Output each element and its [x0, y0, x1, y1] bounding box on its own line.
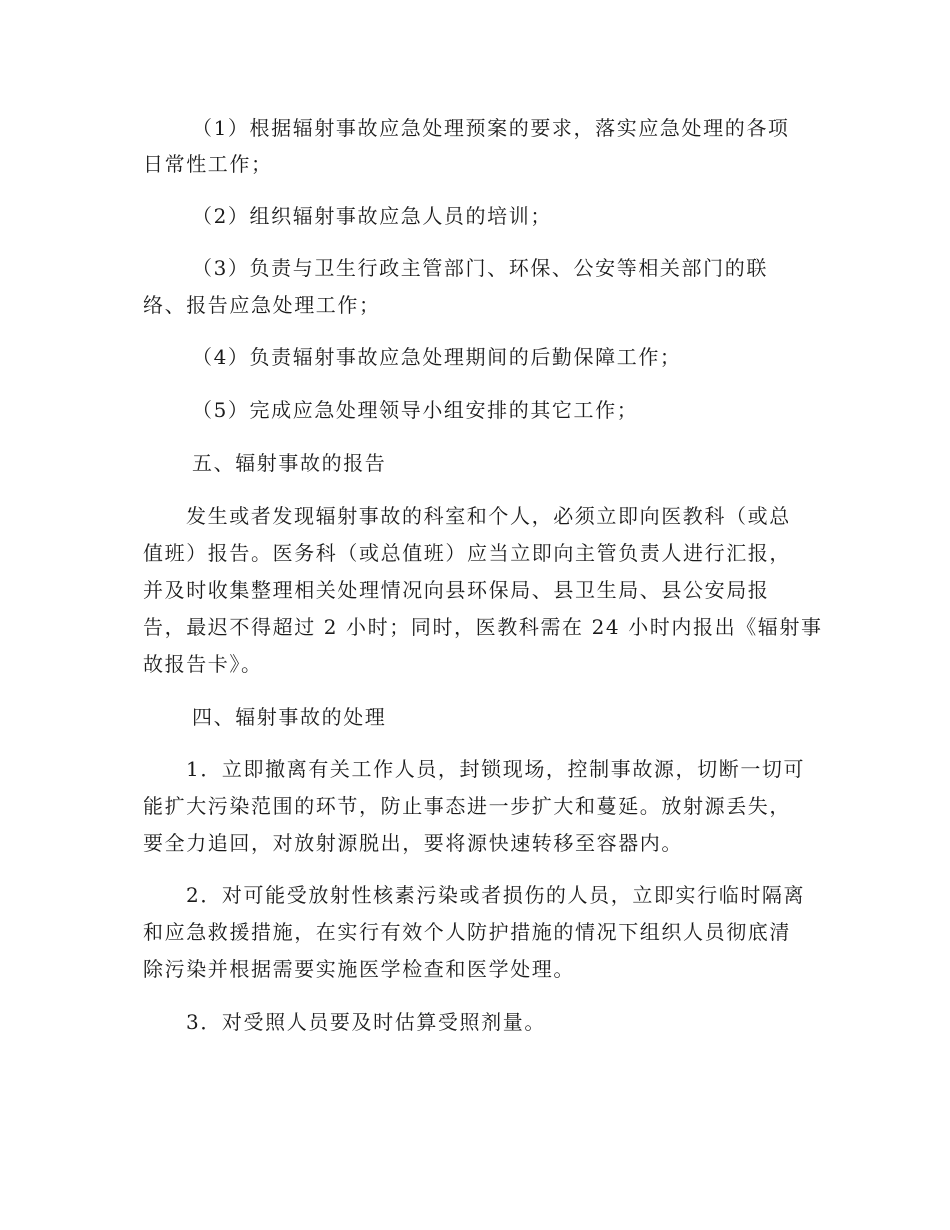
- duty-3-line-1: （3）负责与卫生行政主管部门、环保、公安等相关部门的联: [192, 256, 768, 280]
- section-report-heading: 五、辐射事故的报告: [192, 451, 387, 475]
- duty-2-line-1: （2）组织辐射事故应急人员的培训；: [192, 204, 552, 228]
- handling-item-1-line-1: 1．立即撤离有关工作人员，封锁现场，控制事故源，切断一切可: [186, 757, 806, 781]
- duty-5-line-1: （5）完成应急处理领导小组安排的其它工作；: [192, 398, 639, 422]
- report-line-3: 并及时收集整理相关处理情况向县环保局、县卫生局、县公安局报: [143, 578, 770, 602]
- handling-item-3-line-1: 3．对受照人员要及时估算受照剂量。: [186, 1010, 546, 1034]
- duty-3-line-2: 络、报告应急处理工作；: [143, 293, 381, 317]
- handling-item-2-line-3: 除污染并根据需要实施医学检查和医学处理。: [143, 957, 575, 981]
- handling-item-1-line-3: 要全力追回，对放射源脱出，要将源快速转移至容器内。: [143, 831, 683, 855]
- handling-item-2-line-1: 2．对可能受放射性核素污染或者损伤的人员，立即实行临时隔离: [186, 883, 806, 907]
- handling-item-2-line-2: 和应急救援措施，在实行有效个人防护措施的情况下组织人员彻底清: [143, 920, 791, 944]
- report-line-2: 值班）报告。医务科（或总值班）应当立即向主管负责人进行汇报，: [143, 541, 791, 565]
- section-handling-heading: 四、辐射事故的处理: [192, 705, 387, 729]
- handling-item-1-line-2: 能扩大污染范围的环节，防止事态进一步扩大和蔓延。放射源丢失，: [143, 794, 791, 818]
- report-line-5: 故报告卡》。: [143, 652, 263, 676]
- report-line-4: 告，最迟不得超过 2 小时；同时，医教科需在 24 小时内报出《辐射事: [143, 615, 823, 639]
- report-line-1: 发生或者发现辐射事故的科室和个人，必须立即向医教科（或总: [186, 504, 791, 528]
- duty-4-line-1: （4）负责辐射事故应急处理期间的后勤保障工作；: [192, 345, 682, 369]
- duty-1-line-2: 日常性工作；: [143, 152, 273, 176]
- duty-1-line-1: （1）根据辐射事故应急处理预案的要求，落实应急处理的各项: [192, 116, 790, 140]
